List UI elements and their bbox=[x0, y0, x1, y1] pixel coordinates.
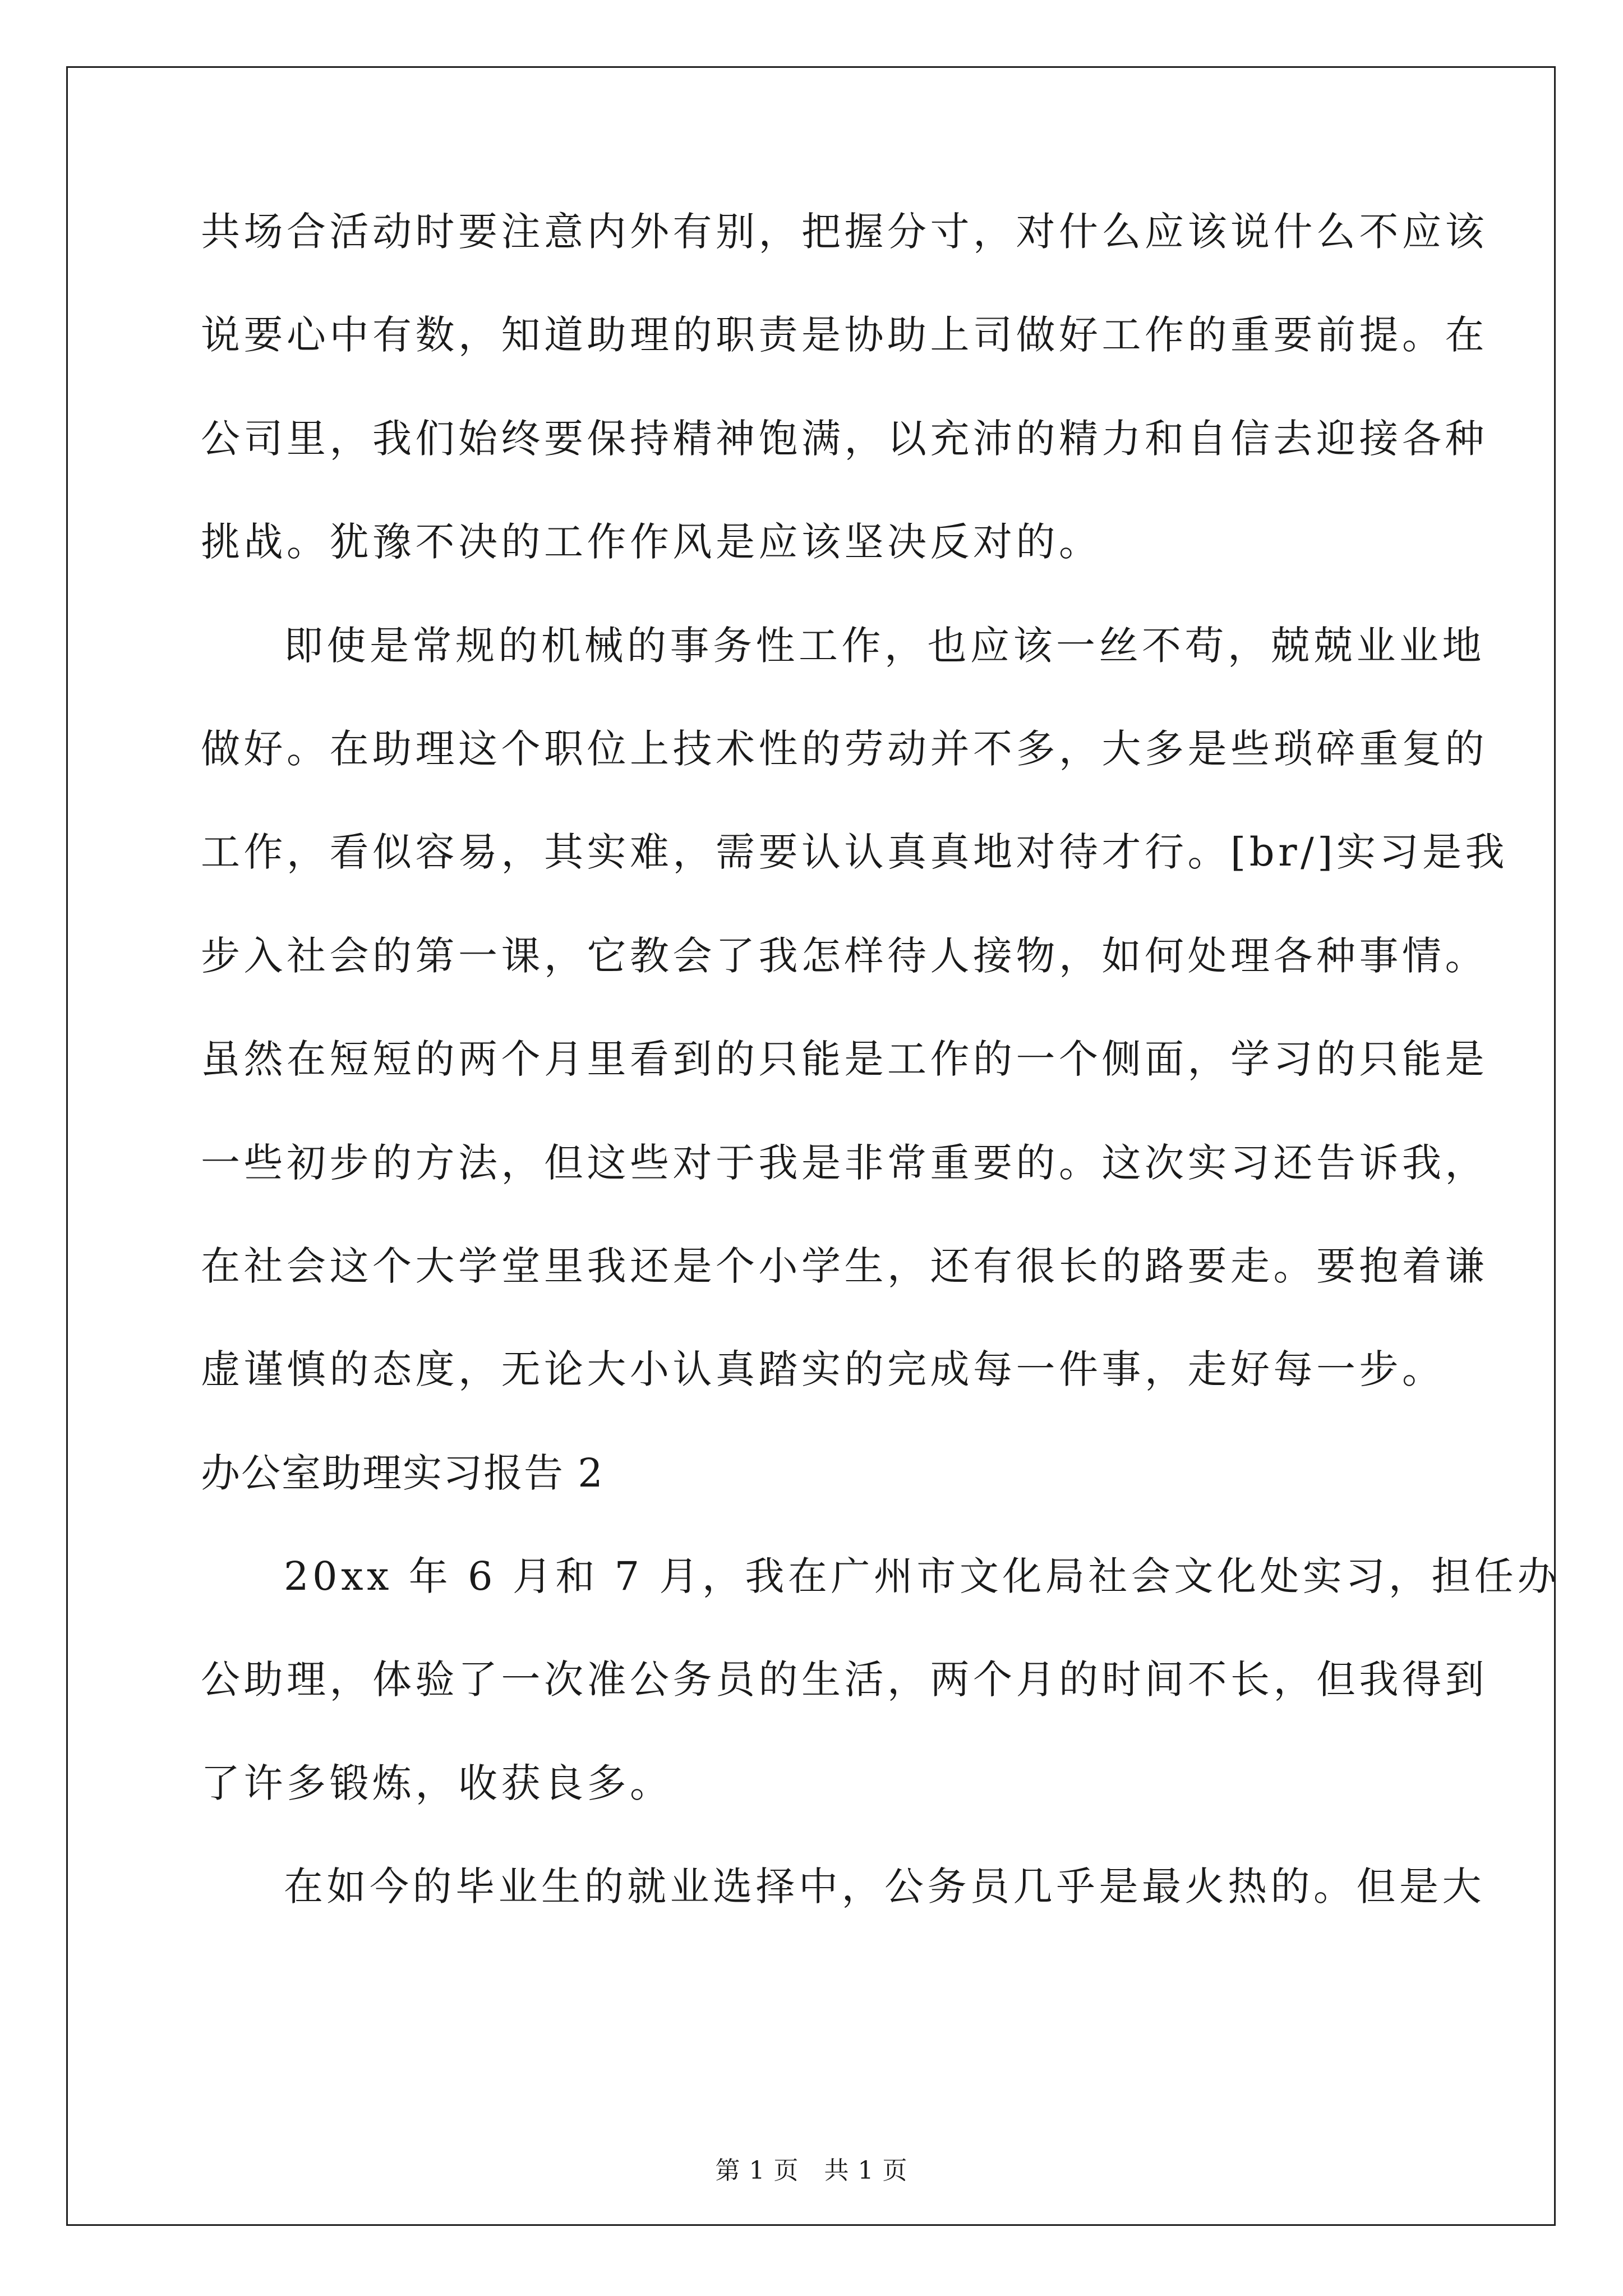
text-line: 共场合活动时要注意内外有别，把握分寸，对什么应该说什么不应该 bbox=[201, 209, 1488, 255]
text-line: 一些初步的方法，但这些对于我是非常重要的。这次实习还告诉我， bbox=[201, 1139, 1488, 1186]
text-line: 虽然在短短的两个月里看到的只能是工作的一个侧面，学习的只能是 bbox=[201, 1036, 1488, 1083]
text-line: 步入社会的第一课，它教会了我怎样待人接物，如何处理各种事情。 bbox=[201, 932, 1488, 979]
text-line: 即使是常规的机械的事务性工作，也应该一丝不苟，兢兢业业地 bbox=[284, 622, 1485, 669]
text-line: 公助理，体验了一次准公务员的生活，两个月的时间不长，但我得到 bbox=[201, 1657, 1488, 1703]
text-line: 做好。在助理这个职位上技术性的劳动并不多，大多是些琐碎重复的 bbox=[201, 725, 1488, 772]
text-line: 公司里，我们始终要保持精神饱满，以充沛的精力和自信去迎接各种 bbox=[201, 415, 1488, 462]
text-line: 在如今的毕业生的就业选择中，公务员几乎是最火热的。但是大 bbox=[284, 1864, 1485, 1910]
text-line: 在社会这个大学堂里我还是个小学生，还有很长的路要走。要抱着谦 bbox=[201, 1243, 1488, 1289]
text-line: 了许多锻炼，收获良多。 bbox=[201, 1760, 673, 1806]
section-heading: 办公室助理实习报告 2 bbox=[201, 1450, 604, 1496]
text-line: 20xx 年 6 月和 7 月，我在广州市文化局社会文化处实习，担任办 bbox=[284, 1553, 1560, 1600]
text-line: 挑战。犹豫不决的工作作风是应该坚决反对的。 bbox=[201, 519, 1102, 565]
text-line: 工作，看似容易，其实难，需要认认真真地对待才行。[br/]实习是我 bbox=[201, 829, 1508, 876]
page-footer: 第 1 页 共 1 页 bbox=[715, 2156, 908, 2185]
document-body bbox=[201, 209, 1560, 1971]
text-line: 虚谨慎的态度，无论大小认真踏实的完成每一件事，走好每一步。 bbox=[201, 1346, 1445, 1393]
text-line: 说要心中有数，知道助理的职责是协助上司做好工作的重要前提。在 bbox=[201, 312, 1488, 358]
